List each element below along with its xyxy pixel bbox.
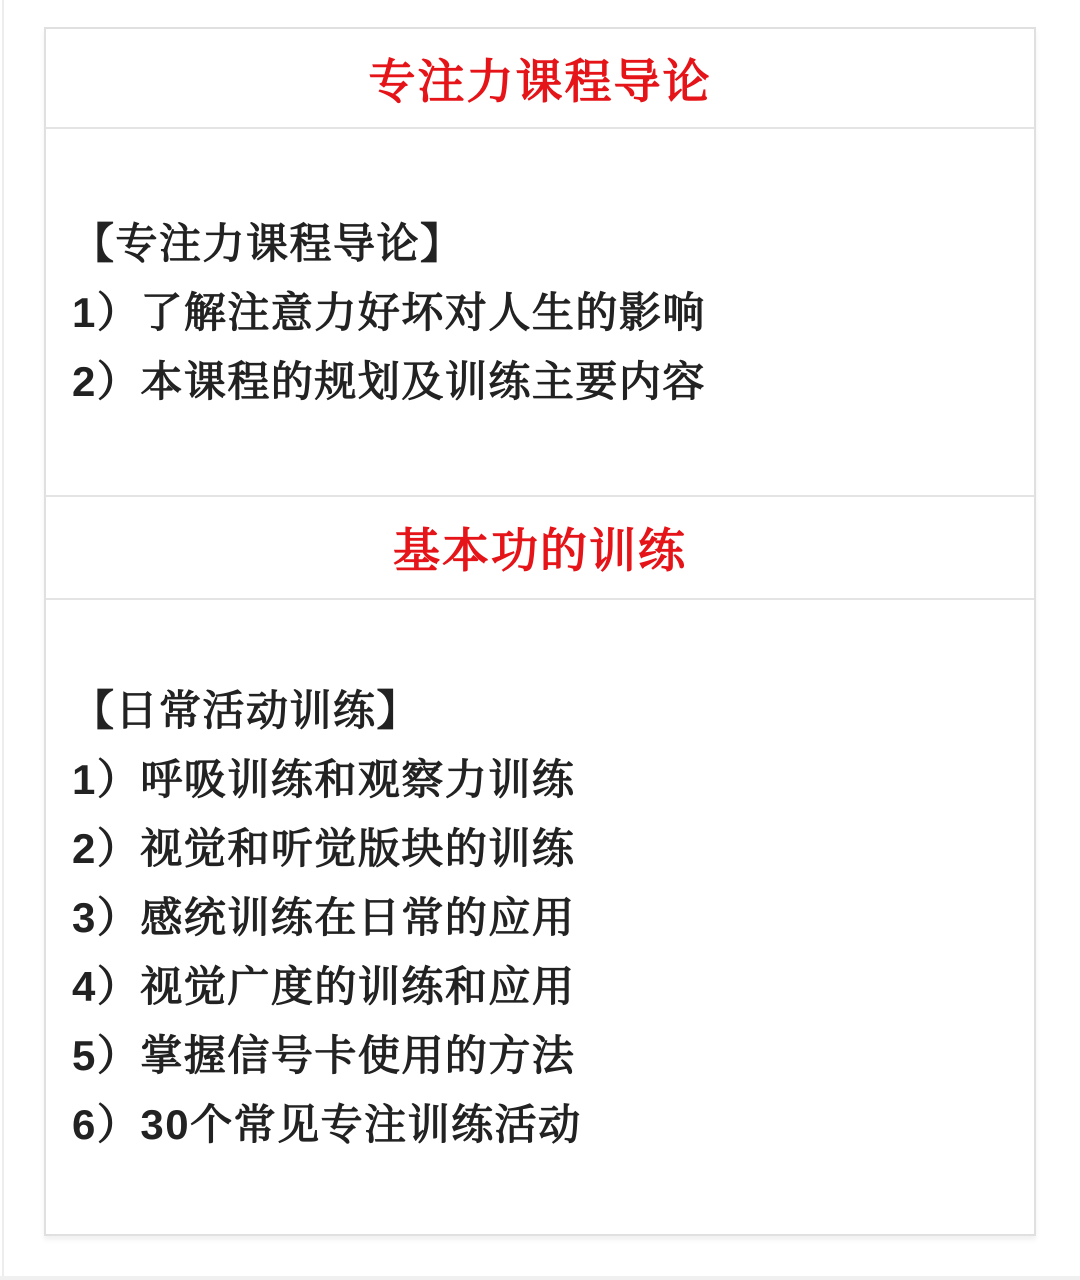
course-outline-table bbox=[44, 27, 1036, 1236]
section-title: 专注力课程导论 bbox=[368, 54, 712, 108]
section-subtitle: 【专注力课程导论】 bbox=[72, 219, 464, 267]
list-item: 1）了解注意力好坏对人生的影响 bbox=[72, 288, 706, 336]
section-title: 基本功的训练 bbox=[393, 524, 687, 577]
section-header-intro bbox=[46, 29, 1034, 129]
section-subtitle: 【日常活动训练】 bbox=[72, 686, 421, 734]
list-item: 1）呼吸训练和观察力训练 bbox=[72, 755, 576, 803]
bottom-edge-divider bbox=[0, 1276, 1080, 1280]
list-item: 2）视觉和听觉版块的训练 bbox=[72, 824, 576, 872]
section-body-intro bbox=[46, 129, 1034, 497]
page-edge-divider bbox=[2, 0, 4, 1280]
list-item: 5）掌握信号卡使用的方法 bbox=[72, 1031, 576, 1079]
section-header-basics bbox=[46, 497, 1034, 600]
list-item: 4）视觉广度的训练和应用 bbox=[72, 962, 576, 1010]
list-item: 6）30个常见专注训练活动 bbox=[72, 1100, 582, 1148]
list-item: 3）感统训练在日常的应用 bbox=[72, 893, 576, 941]
list-item: 2）本课程的规划及训练主要内容 bbox=[72, 357, 706, 405]
section-body-basics bbox=[46, 600, 1034, 1234]
